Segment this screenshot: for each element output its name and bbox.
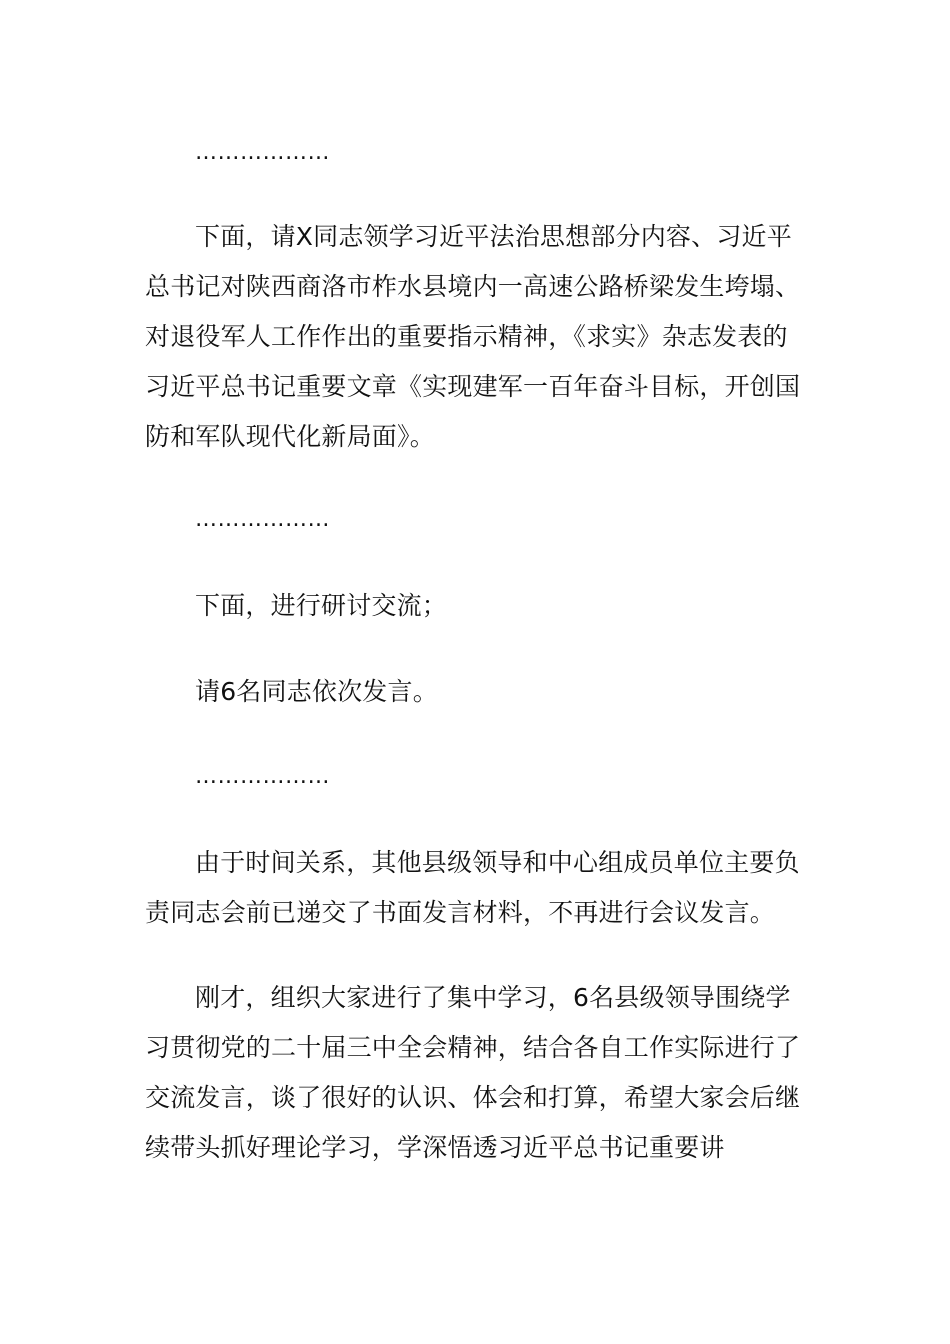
ellipsis-separator: ……………… [195, 764, 330, 789]
paragraph-discussion: 下面，进行研讨交流； [195, 591, 448, 620]
paragraph-written-materials: 由于时间关系，其他县级领导和中心组成员单位主要负责同志会前已递交了书面发言材料，不再进行会议发言。 [145, 848, 800, 927]
paragraph-speakers: 请6名同志依次发言。 [195, 677, 438, 706]
paragraph-summary: 刚才，组织大家进行了集中学习，6名县级领导围绕学习贯彻党的二十届三中全会精神，结合各自工作实际进行了交流发言，谈了很好的认识、体会和打算，希望大家会后继续带头抓好理论学习，学深悟透习近平总书记重要讲 [145, 983, 801, 1162]
ellipsis-separator: ……………… [195, 507, 330, 532]
paragraph-study-content: 下面，请X同志领学习近平法治思想部分内容、习近平总书记对陕西商洛市柞水县境内一高速公路桥梁发生垮塌、对退役军人工作作出的重要指示精神，《求实》杂志发表的习近平总书记重要文章《实现建军一百年奋斗目标，开创国防和军队现代化新局面》。 [145, 222, 801, 451]
ellipsis-separator: ……………… [195, 140, 330, 165]
